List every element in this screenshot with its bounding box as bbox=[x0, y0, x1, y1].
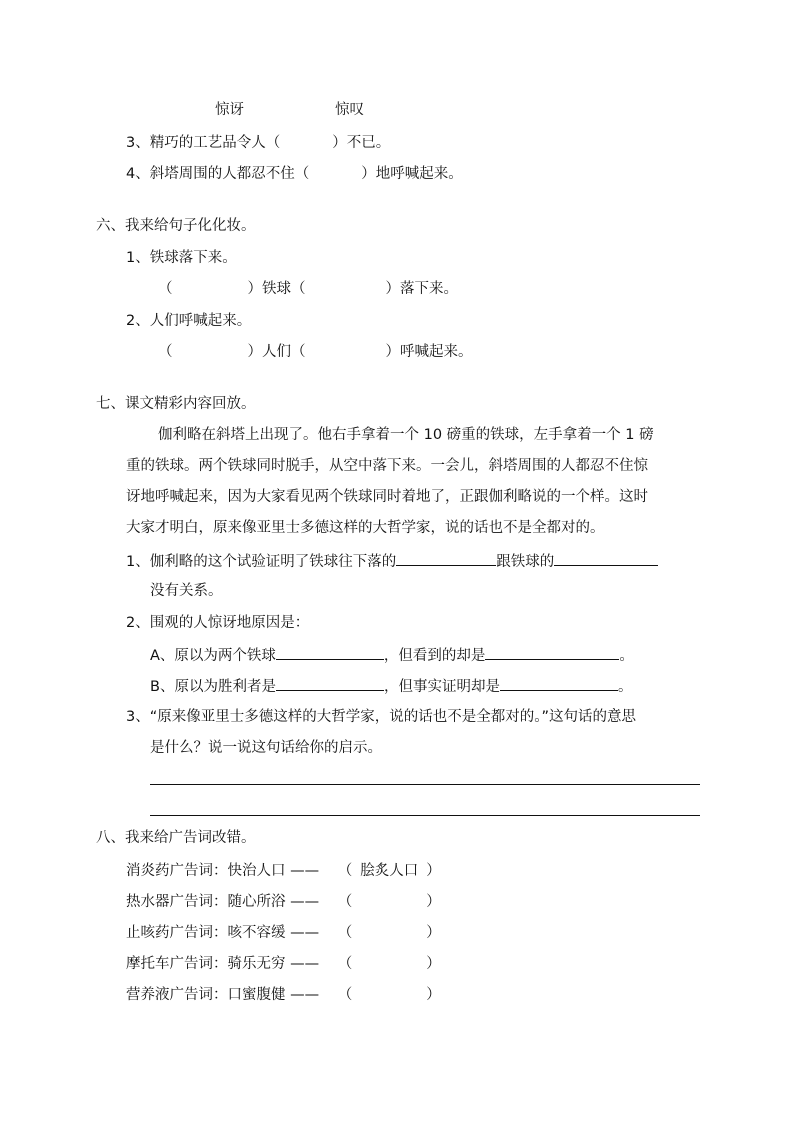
s6-q1: 1、铁球落下来。 bbox=[126, 250, 237, 266]
s8-title: 八、我来给广告词改错。 bbox=[96, 830, 256, 846]
s5-question-3: 3、精巧的工艺品令人（ ）不已。 bbox=[126, 135, 391, 151]
s7-q3-line-1: 3、“原来像亚里士多德这样的大哲学家，说的话也不是全都对的。”这句话的意思 bbox=[126, 709, 636, 725]
word-choice-2: 惊叹 bbox=[335, 102, 364, 118]
s7-q2-a: A、原以为两个铁球 ，但看到的却是 。 bbox=[150, 644, 634, 666]
s7-q3-answer-line-1[interactable] bbox=[150, 784, 700, 785]
s8-row-1-answer[interactable]: 脍炙人口 bbox=[360, 863, 419, 879]
s6-q1-fill: （ ）铁球（ ）落下来。 bbox=[158, 281, 458, 297]
s6-title: 六、我来给句子化化妆。 bbox=[96, 218, 256, 234]
s6-q2: 2、人们呼喊起来。 bbox=[126, 313, 252, 329]
s7-q1-blank-2[interactable] bbox=[554, 550, 658, 566]
s7-q1-line-2: 没有关系。 bbox=[150, 583, 223, 599]
s7-q2-a-blank-1[interactable] bbox=[276, 644, 384, 660]
s7-q3-line-2: 是什么？说一说这句话给你的启示。 bbox=[150, 740, 382, 756]
s7-q1: 1、伽利略的这个试验证明了铁球往下落的 跟铁球的 bbox=[126, 550, 658, 572]
s7-passage-line-3: 讶地呼喊起来，因为大家看见两个铁球同时着地了，正跟伽利略说的一个样。这时 bbox=[126, 489, 648, 505]
s7-passage-line-2: 重的铁球。两个铁球同时脱手，从空中落下来。一会儿，斜塔周围的人都忍不住惊 bbox=[126, 458, 648, 474]
s7-q2-b-blank-1[interactable] bbox=[276, 675, 384, 691]
word-choice-1: 惊讶 bbox=[215, 102, 244, 118]
s8-row-2: 热水器广告词：随心所浴 —— （ ） bbox=[126, 894, 441, 910]
s7-passage-line-1: 伽利略在斜塔上出现了。他右手拿着一个 10 磅重的铁球，左手拿着一个 1 磅 bbox=[158, 427, 654, 443]
s5-question-4: 4、斜塔周围的人都忍不住（ ）地呼喊起来。 bbox=[126, 166, 463, 182]
s7-title: 七、课文精彩内容回放。 bbox=[96, 396, 256, 412]
s8-row-4: 摩托车广告词：骑乐无穷 —— （ ） bbox=[126, 956, 441, 972]
s7-q3-answer-line-2[interactable] bbox=[150, 815, 700, 816]
s7-q2-b: B、原以为胜利者是 ，但事实证明却是 。 bbox=[150, 675, 632, 697]
s8-row-5: 营养液广告词：口蜜腹健 —— （ ） bbox=[126, 987, 441, 1003]
s8-row-3: 止咳药广告词：咳不容缓 —— （ ） bbox=[126, 925, 441, 941]
s7-q2-a-blank-2[interactable] bbox=[485, 644, 619, 660]
s7-q2-b-blank-2[interactable] bbox=[500, 675, 618, 691]
s7-q1-blank-1[interactable] bbox=[396, 550, 496, 566]
s6-q2-fill: （ ）人们（ ）呼喊起来。 bbox=[158, 344, 473, 360]
s7-q2-title: 2、围观的人惊讶地原因是： bbox=[126, 615, 310, 631]
s7-passage-line-4: 大家才明白，原来像亚里士多德这样的大哲学家，说的话也不是全都对的。 bbox=[126, 520, 605, 536]
s8-row-1: 消炎药广告词：快治人口 —— （ 脍炙人口 ） bbox=[126, 863, 441, 879]
